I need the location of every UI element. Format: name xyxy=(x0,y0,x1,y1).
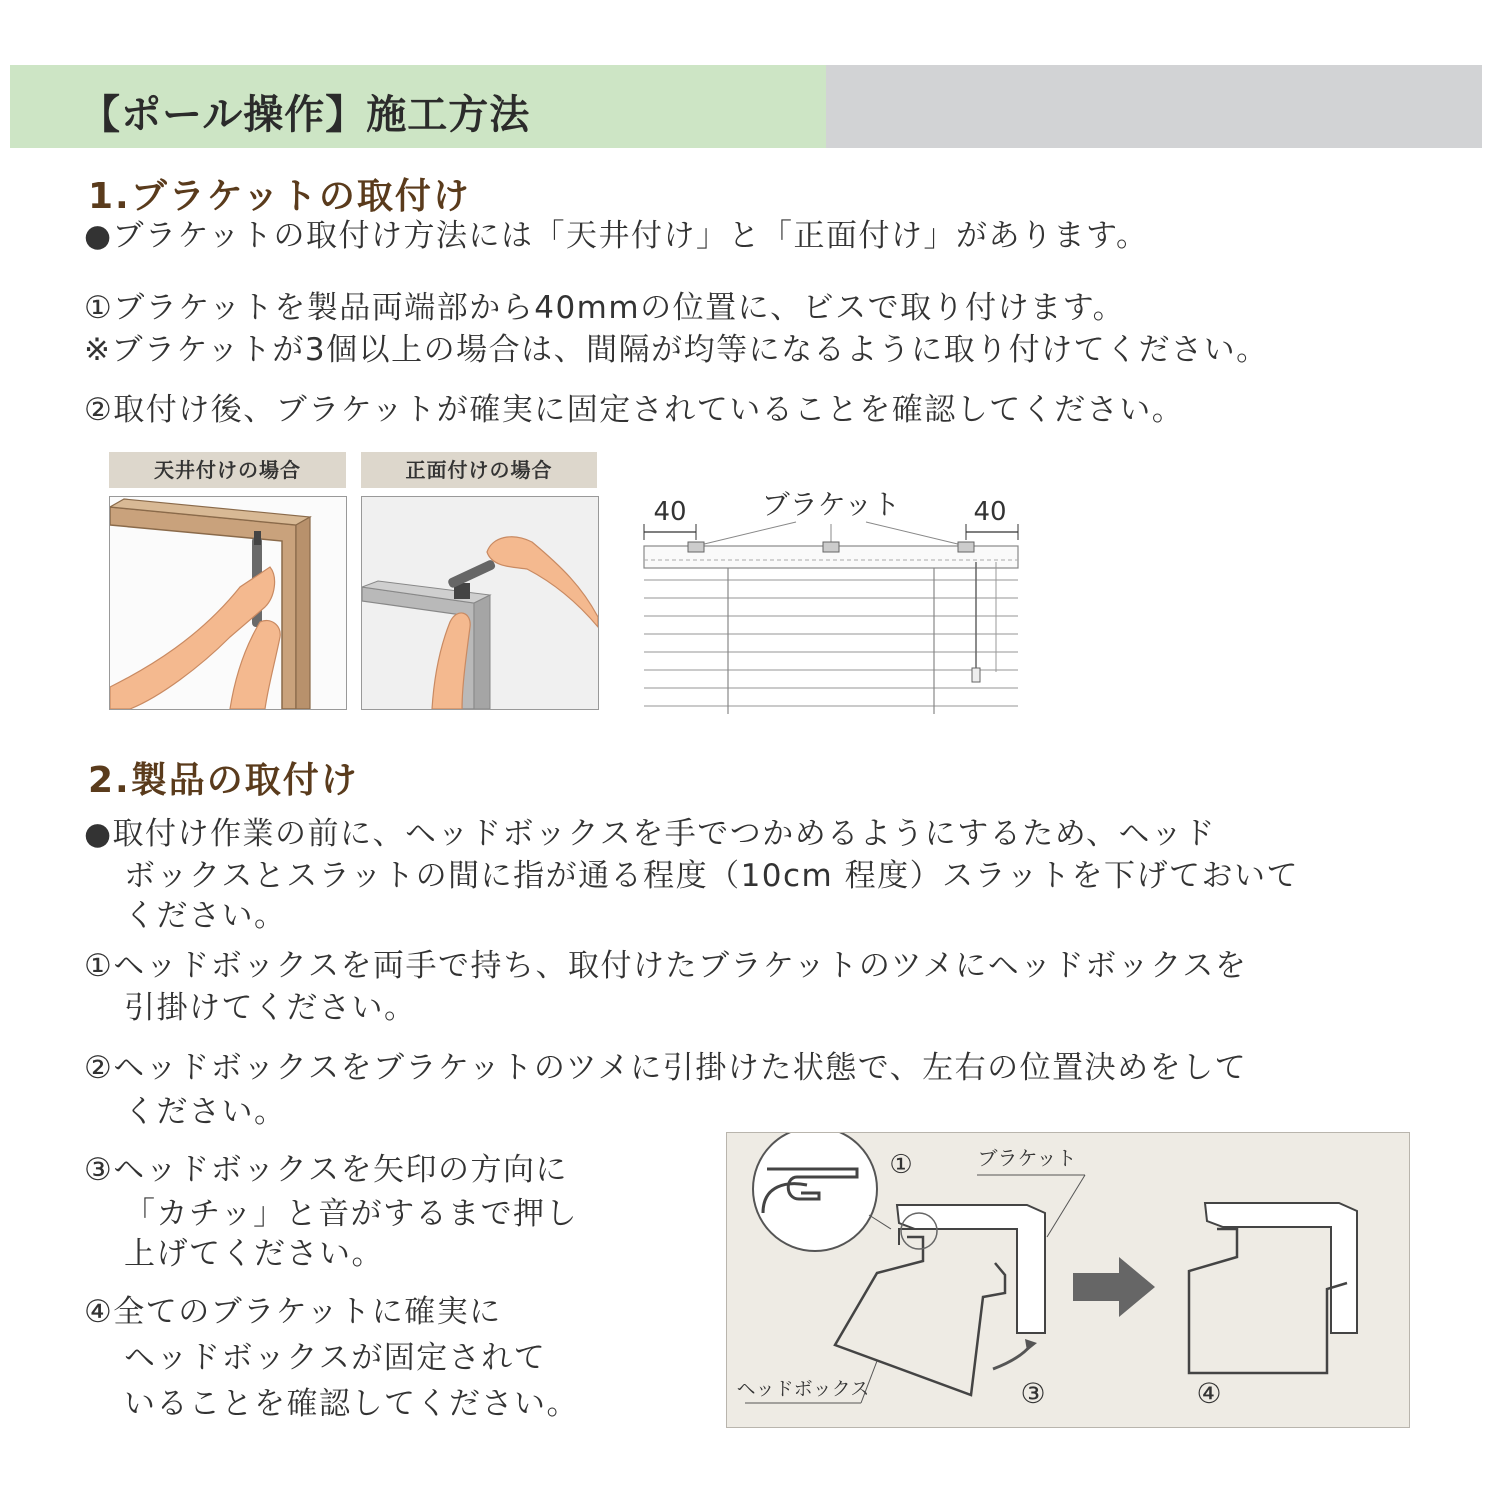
section2-step4-line2: ヘッドボックスが固定されて xyxy=(124,1340,547,1376)
section2-heading: 2.製品の取付け xyxy=(88,760,359,801)
diagram2-headbox-label: ヘッドボックス xyxy=(736,1378,870,1400)
section2-intro-line1: ●取付け作業の前に、ヘッドボックスを手でつかめるようにするため、ヘッド xyxy=(84,816,1216,852)
section2-step3-line1: ③ヘッドボックスを矢印の方向に xyxy=(84,1152,568,1188)
section2-step3-line3: 上げてください。 xyxy=(124,1236,384,1272)
bracket-position-diagram xyxy=(636,482,1026,718)
ceiling-mount-illustration xyxy=(109,496,347,710)
headbox-mount-diagram xyxy=(726,1132,1410,1428)
section2-step4-line1: ④全てのブラケットに確実に xyxy=(84,1294,502,1330)
section2-intro-line2: ボックスとスラットの間に指が通る程度（10cm 程度）スラットを下げておいて xyxy=(124,858,1299,894)
front-mount-illustration xyxy=(361,496,599,710)
left-dimension-label: 40 xyxy=(653,497,687,527)
section1-step2: ②取付け後、ブラケットが確実に固定されていることを確認してください。 xyxy=(84,392,1185,428)
diagram2-bracket-label: ブラケット xyxy=(977,1146,1077,1170)
caption-ceiling: 天井付けの場合 xyxy=(109,452,346,488)
section1-note: ※ブラケットが3個以上の場合は、間隔が均等になるように取り付けてください。 xyxy=(84,332,1269,368)
section2-step1-line2: 引掛けてください。 xyxy=(124,990,417,1026)
section2-step2-line1: ②ヘッドボックスをブラケットのツメに引掛けた状態で、左右の位置決めをして xyxy=(84,1050,1248,1086)
section2-step3-line2: 「カチッ」と音がするまで押し xyxy=(124,1196,579,1232)
section2-intro-line3: ください。 xyxy=(124,898,287,934)
mark-3: ③ xyxy=(1020,1377,1046,1410)
section1-heading: 1.ブラケットの取付け xyxy=(88,176,471,217)
mark-4: ④ xyxy=(1196,1377,1222,1410)
section1-intro: ●ブラケットの取付け方法には「天井付け」と「正面付け」があります。 xyxy=(84,218,1149,254)
mark-1: ① xyxy=(889,1150,913,1180)
section2-step4-line3: いることを確認してください。 xyxy=(124,1386,579,1422)
section2-step1-line1: ①ヘッドボックスを両手で持ち、取付けたブラケットのツメにヘッドボックスを xyxy=(84,948,1248,984)
header-bar xyxy=(10,65,1482,148)
diagram-bracket-label: ブラケット xyxy=(761,488,901,521)
section2-step2-line2: ください。 xyxy=(124,1094,287,1130)
right-dimension-label: 40 xyxy=(973,497,1007,527)
section1-step1: ①ブラケットを製品両端部から40mmの位置に、ビスで取り付けます。 xyxy=(84,290,1126,326)
page-title: 【ポール操作】施工方法 xyxy=(80,92,531,138)
caption-front: 正面付けの場合 xyxy=(361,452,597,488)
